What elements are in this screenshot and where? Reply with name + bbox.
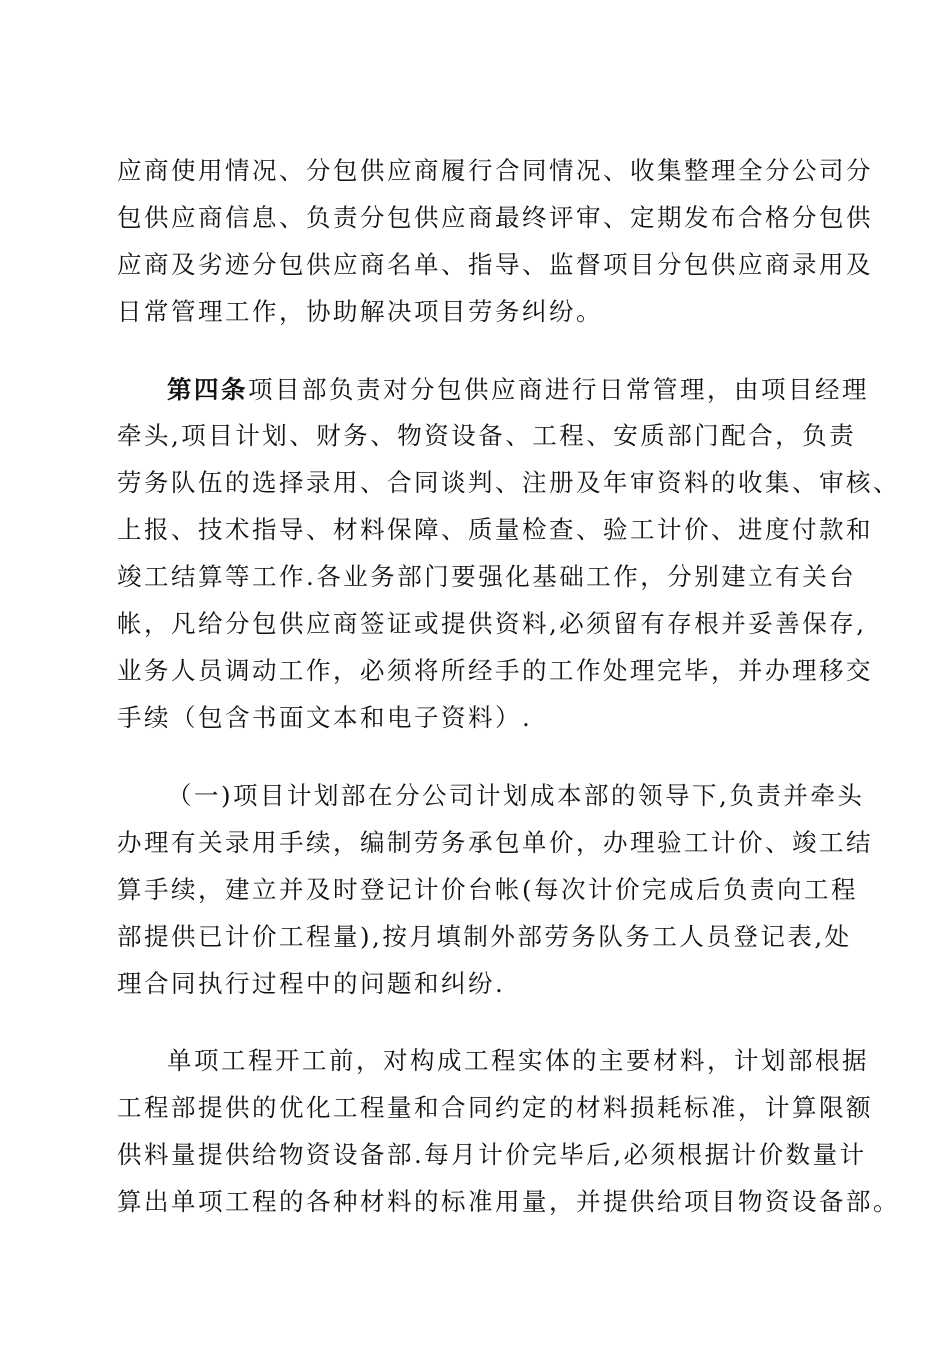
text-line: 日常管理工作，协助解决项目劳务纠纷。 xyxy=(117,297,603,326)
text-line: 上报、技术指导、材料保障、质量检查、验工计价、进度付款和 xyxy=(117,515,873,544)
text-line: 包供应商信息、负责分包供应商最终评审、定期发布合格分包供 xyxy=(117,203,873,232)
article-first-line xyxy=(167,375,869,405)
article-heading: 第四条 xyxy=(167,375,248,404)
text-line: 部提供已计价工程量),按月填制外部劳务队务工人员登记表,处 xyxy=(117,922,852,951)
text-line: 竣工结算等工作.各业务部门要强化基础工作，分别建立有关台 xyxy=(117,562,857,591)
text-line: 算出单项工程的各种材料的标准用量，并提供给项目物资设备部。 xyxy=(117,1187,900,1216)
text-line: 业务人员调动工作，必须将所经手的工作处理完毕，并办理移交 xyxy=(117,656,873,685)
text-line: （一)项目计划部在分公司计划成本部的领导下,负责并牵头 xyxy=(167,781,865,810)
text-line: 帐，凡给分包供应商签证或提供资料,必须留有存根并妥善保存, xyxy=(117,609,867,638)
text-run: 项目部负责对分包供应商进行日常管理，由项目经理 xyxy=(248,375,869,404)
text-line: 劳务队伍的选择录用、合同谈判、注册及年审资料的收集、审核、 xyxy=(117,468,900,497)
text-line: 供料量提供给物资设备部.每月计价完毕后,必须根据计价数量计 xyxy=(117,1140,867,1169)
text-line: 单项工程开工前，对构成工程实体的主要材料，计划部根据 xyxy=(167,1046,869,1075)
text-line: 工程部提供的优化工程量和合同约定的材料损耗标准，计算限额 xyxy=(117,1093,873,1122)
text-line: 应商使用情况、分包供应商履行合同情况、收集整理全分公司分 xyxy=(117,156,873,185)
text-line: 算手续，建立并及时登记计价台帐(每次计价完成后负责向工程 xyxy=(117,875,859,904)
text-line: 手续（包含书面文本和电子资料）. xyxy=(117,703,533,732)
text-line: 理合同执行过程中的问题和纠纷. xyxy=(117,969,506,998)
text-line: 应商及劣迹分包供应商名单、指导、监督项目分包供应商录用及 xyxy=(117,250,873,279)
text-line: 牵头,项目计划、财务、物资设备、工程、安质部门配合，负责 xyxy=(117,421,857,450)
text-line: 办理有关录用手续，编制劳务承包单价，办理验工计价、竣工结 xyxy=(117,828,873,857)
